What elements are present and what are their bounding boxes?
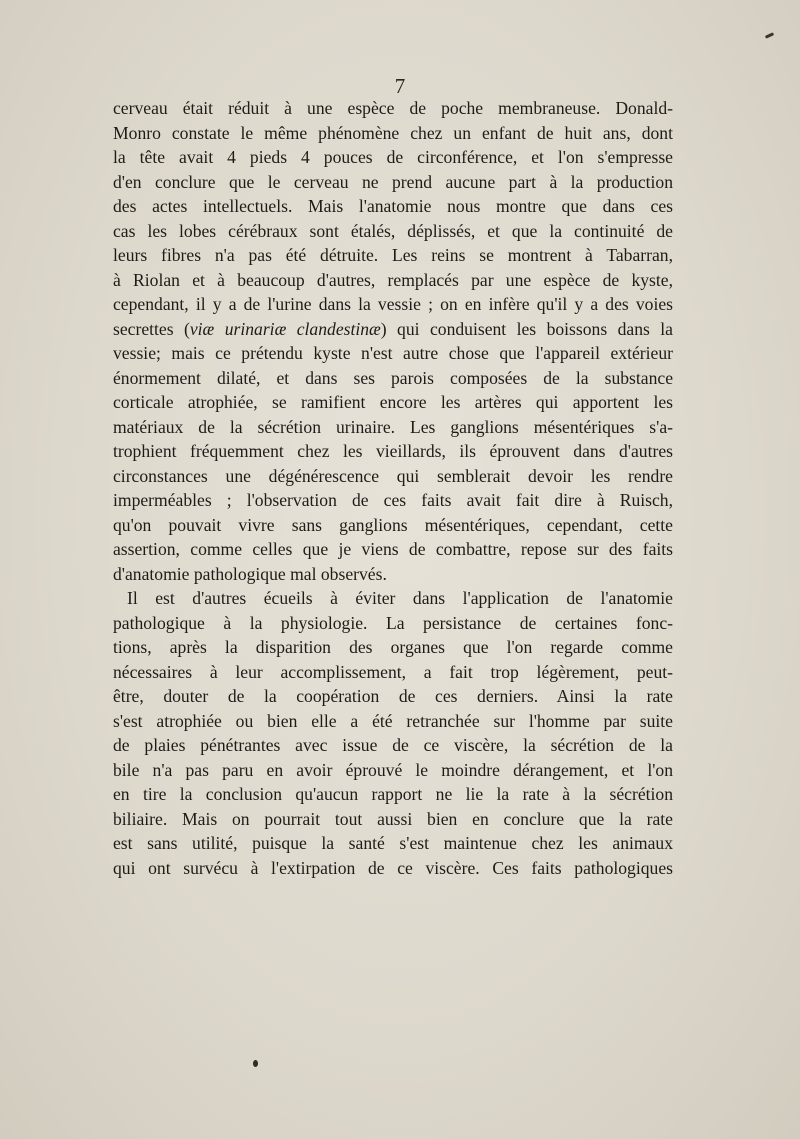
latin-phrase: viæ urinariæ clandestinæ — [189, 318, 381, 339]
text-line: cas les lobes cérébraux sont étalés, déplissés, et que la continuité de — [113, 220, 673, 241]
text-line: s'est atrophiée ou bien elle a été retranchée sur l'homme par suite — [113, 710, 673, 731]
text-line: nécessaires à leur accomplissement, a fait trop légèrement, peut- — [113, 661, 673, 682]
text-line: matériaux de la sécrétion urinaire. Les ganglions mésentériques s'a- — [113, 416, 673, 437]
text-line: imperméables ; l'observation de ces faits avait fait dire à Ruisch, — [113, 490, 673, 510]
ink-dot — [253, 1060, 258, 1067]
text-line: cependant, il y a de l'urine dans la vessie ; on en infère qu'il y a des voies — [113, 294, 673, 314]
text-line: trophient fréquemment chez les vieillards, ils éprouvent dans d'autres — [113, 441, 673, 461]
text-line-with-italic — [113, 317, 673, 342]
text-line: tions, après la disparition des organes que l'on regarde comme — [113, 637, 673, 657]
text-line: d'en conclure que le cerveau ne prend aucune part à la production — [113, 171, 673, 192]
body-text — [113, 96, 673, 880]
text-line: bile n'a pas paru en avoir éprouvé le moindre dérangement, et l'on — [113, 759, 673, 780]
text-line: pathologique à la physiologie. La persistance de certaines fonc- — [113, 612, 673, 633]
text-line: en tire la conclusion qu'aucun rapport ne lie la rate à la sécrétion — [113, 784, 673, 804]
paragraph-start-line: Il est d'autres écueils à éviter dans l'application de l'anatomie — [127, 588, 673, 608]
text-line: Monro constate le même phénomène chez un enfant de huit ans, dont — [113, 122, 673, 143]
text-line: assertion, comme celles que je viens de combattre, repose sur des faits — [113, 539, 673, 559]
text-line: à Riolan et à beaucoup d'autres, remplacés par une espèce de kyste, — [113, 269, 673, 290]
text-segment: secrettes ( — [113, 318, 190, 339]
text-line: est sans utilité, puisque la santé s'est maintenue chez les animaux — [113, 833, 673, 853]
text-line: leurs fibres n'a pas été détruite. Les reins se montrent à Tabarran, — [113, 245, 673, 265]
text-line: biliaire. Mais on pourrait tout aussi bien en conclure que la rate — [113, 808, 673, 829]
text-line: énormement dilaté, et dans ses parois composées de la substance — [113, 367, 673, 388]
page-number: 7 — [394, 74, 406, 98]
text-line: d'anatomie pathologique mal observés. — [113, 563, 387, 584]
text-line: vessie; mais ce prétendu kyste n'est autre chose que l'appareil extérieur — [113, 343, 673, 363]
text-line: circonstances une dégénérescence qui semblerait devoir les rendre — [113, 465, 673, 486]
text-line: qu'on pouvait vivre sans ganglions mésentériques, cependant, cette — [113, 514, 673, 535]
text-line: être, douter de la coopération de ces derniers. Ainsi la rate — [113, 686, 673, 706]
text-segment: ) qui conduisent les boissons dans la — [380, 318, 673, 339]
text-line: la tête avait 4 pieds 4 pouces de circonférence, et l'on s'empresse — [113, 147, 673, 167]
text-line: corticale atrophiée, se ramifient encore les artères qui apportent les — [113, 392, 673, 412]
text-line: de plaies pénétrantes avec issue de ce viscère, la sécrétion de la — [113, 735, 673, 755]
ink-mark — [765, 32, 774, 39]
text-line: des actes intellectuels. Mais l'anatomie nous montre que dans ces — [113, 196, 673, 216]
text-line: qui ont survécu à l'extirpation de ce viscère. Ces faits pathologiques — [113, 857, 673, 878]
text-line: cerveau était réduit à une espèce de poche membraneuse. Donald- — [113, 98, 673, 118]
